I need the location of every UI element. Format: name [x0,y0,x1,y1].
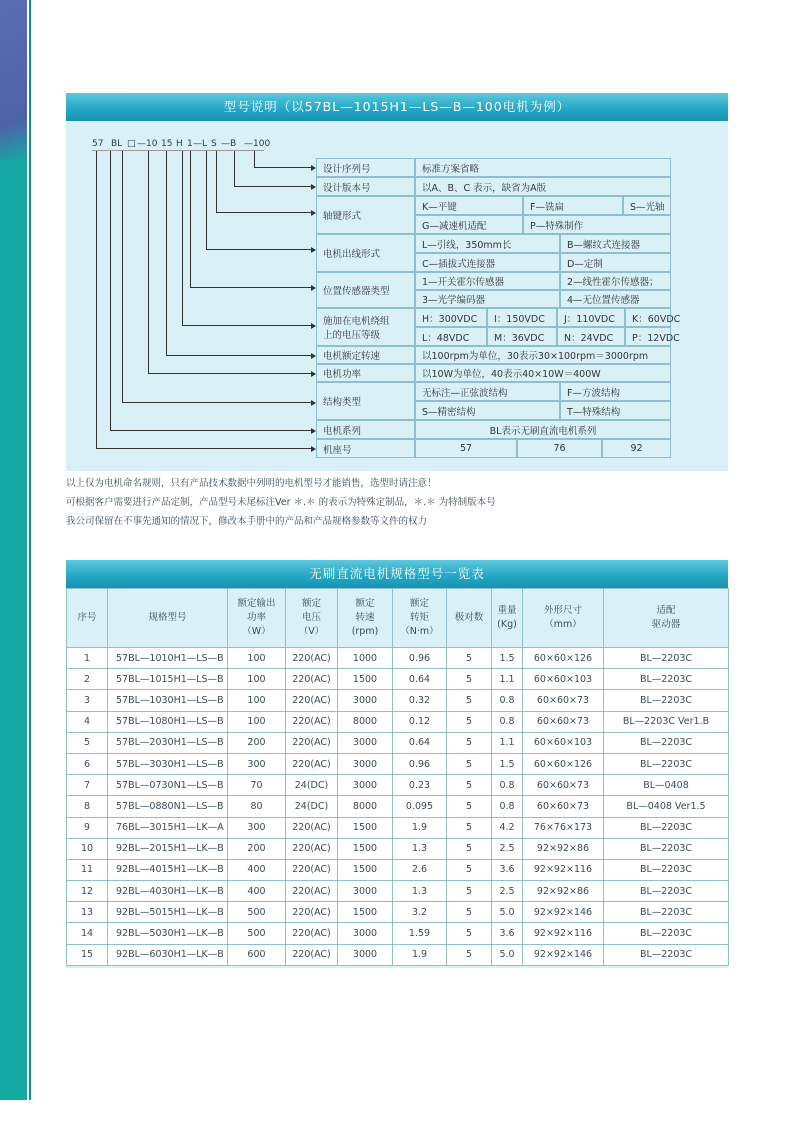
table-cell: 3.6 [492,859,523,880]
spec-label: 轴键形式 [316,196,415,234]
spec-value: 以A、B、C 表示，缺省为A版 [415,177,671,196]
spec-value: S—精密结构 [415,401,560,420]
table-header: 外形尺寸 （mm） [523,589,604,648]
table-cell: 57BL—1015H1—LS—B [108,669,228,690]
table-cell: 92×92×146 [523,902,604,923]
table-cell: 1.3 [393,838,447,859]
table-cell: BL—2203C [604,753,729,774]
table-row [67,902,729,923]
spec-value: 4—无位置传感器 [560,290,671,308]
spec-value: F—方波结构 [560,382,671,401]
table-cell: 92BL—4015H1—LK—B [108,859,228,880]
table-header: 额定 转速 (rpm) [338,589,393,648]
table-cell: 5 [447,775,492,796]
table-row [67,690,729,711]
code-segment: —B [221,139,237,149]
table-cell: 0.12 [393,711,447,732]
spec-value: T—特殊结构 [560,401,671,420]
table-header: 额定输出 功率 （W） [228,589,286,648]
table-cell: 5 [447,902,492,923]
table-cell: 220(AC) [286,902,338,923]
table-header: 额定 转矩 （N·m） [393,589,447,648]
table-cell: 60×60×73 [523,690,604,711]
table-cell: BL—2203C [604,859,729,880]
table-cell: 2 [67,669,108,690]
table-cell: 1500 [338,669,393,690]
table-cell: 300 [228,817,286,838]
table-cell: 1500 [338,902,393,923]
spec-value: 1—开关霍尔传感器 [415,272,560,290]
table-cell: 5 [447,944,492,965]
table-header: 重量 (Kg) [492,589,523,648]
note-line: 可根据客户需要进行产品定制，产品型号未尾标注Ver ＊.＊ 的表示为特殊定制品，＊.＊ 为特制版本号 [66,497,496,508]
table-cell: 3000 [338,690,393,711]
table-cell: 3000 [338,944,393,965]
table-cell: 100 [228,669,286,690]
spec-value: H：300VDC [415,308,487,327]
table-cell: 57BL—1030H1—LS—B [108,690,228,711]
table-header: 极对数 [447,589,492,648]
table-cell: 300 [228,753,286,774]
table-cell: 220(AC) [286,817,338,838]
table-cell: 57BL—2030H1—LS—B [108,732,228,753]
table-cell: 3000 [338,881,393,902]
table-cell: 100 [228,711,286,732]
spec-value: J：110VDC [557,308,625,327]
leader-line [148,373,311,374]
left-purple-accent [0,0,27,160]
table-cell: 0.64 [393,669,447,690]
table-cell: 1.5 [492,753,523,774]
code-segment: 57 [92,139,104,149]
table-cell: 220(AC) [286,690,338,711]
table-cell: 0.23 [393,775,447,796]
left-divider-line [29,0,31,1100]
model-explanation-title: 型号说明（以57BL—1015H1—LS—B—100电机为例） [66,93,728,121]
spec-value: 以100rpm为单位，30表示30×100rpm＝3000rpm [415,346,671,364]
spec-value: L：48VDC [415,327,487,346]
code-segment: H [176,139,183,149]
note-line: 我公司保留在不事先通知的情况下，修改本手册中的产品和产品规格参数等文件的权力 [66,516,428,527]
leader-line [166,355,311,356]
table-cell: 57BL—1010H1—LS—B [108,648,228,669]
table-cell: 60×60×103 [523,732,604,753]
spec-value: 以10W为单位，40表示40×10W＝400W [415,364,671,382]
table-cell: 60×60×73 [523,711,604,732]
table-cell: 10 [67,838,108,859]
table-header: 序号 [67,589,108,648]
table-cell: 100 [228,690,286,711]
leader-line [96,448,311,449]
table-cell: 4 [67,711,108,732]
table-cell: 5 [447,817,492,838]
table-cell: 60×60×73 [523,775,604,796]
table-cell: 92BL—2015H1—LK—B [108,838,228,859]
table-cell: 14 [67,923,108,944]
spec-value: D—定制 [560,253,671,272]
code-segment: —10 [137,139,158,149]
code-segment: S [211,139,217,149]
table-cell: BL—2203C [604,923,729,944]
table-cell: 60×60×103 [523,669,604,690]
table-cell: 220(AC) [286,859,338,880]
spec-label: 电机系列 [316,420,415,439]
leader-line [216,150,217,212]
leader-line [96,150,97,448]
table-cell: 3.6 [492,923,523,944]
spec-value: N：24VDC [557,327,625,346]
table-cell: 11 [67,859,108,880]
leader-line [190,287,311,288]
table-cell: 600 [228,944,286,965]
table-cell: 3000 [338,732,393,753]
spec-value: G—减速机适配 [415,215,523,234]
table-cell: 3000 [338,923,393,944]
table-cell: 5 [447,796,492,817]
spec-value: 57 [415,439,517,458]
table-cell: 70 [228,775,286,796]
table-cell: 92×92×86 [523,838,604,859]
table-row [67,859,729,880]
table-header: 规格型号 [108,589,228,648]
leader-line [206,150,207,249]
code-segment: BL [111,139,123,149]
table-cell: 1500 [338,817,393,838]
table-row [67,944,729,965]
table-cell: 7 [67,775,108,796]
table-row [67,669,729,690]
table-cell: 5 [447,753,492,774]
table-cell: 5 [447,648,492,669]
table-cell: 12 [67,881,108,902]
table-cell: 1000 [338,648,393,669]
code-segment: 1 [187,139,193,149]
table-cell: BL—2203C [604,648,729,669]
spec-label: 结构类型 [316,382,415,420]
spec-value: 3—光学编码器 [415,290,560,308]
spec-value: 92 [602,439,671,458]
spec-label: 设计版本号 [316,177,415,196]
table-cell: 220(AC) [286,923,338,944]
spec-value: P：12VDC [625,327,671,346]
table-row [67,648,729,669]
table-cell: BL—2203C [604,944,729,965]
code-segment: 15 [161,139,173,149]
table-cell: 100 [228,648,286,669]
table-row [67,775,729,796]
leader-line [206,249,311,250]
spec-value: BL表示无刷直流电机系列 [415,420,671,439]
table-cell: 57BL—3030H1—LS—B [108,753,228,774]
table-cell: BL—2203C [604,669,729,690]
leader-line [254,167,311,168]
table-row [67,817,729,838]
table-cell: 57BL—0730N1—LS—B [108,775,228,796]
spec-value: 2—线性霍尔传感器； [560,272,671,290]
table-cell: 24(DC) [286,796,338,817]
table-cell: 1.9 [393,817,447,838]
spec-label: 设计序列号 [316,158,415,177]
spec-value: L—引线，350mm长 [415,234,560,253]
spec-table [66,588,729,966]
spec-label-line: 施加在电机绕组 [323,316,390,327]
table-cell: 13 [67,902,108,923]
table-cell: 60×60×126 [523,648,604,669]
table-cell: 8000 [338,711,393,732]
table-cell: 60×60×126 [523,753,604,774]
table-row [67,732,729,753]
spec-value: K：60VDC [625,308,671,327]
table-row [67,753,729,774]
table-cell: 2.5 [492,881,523,902]
note-line: 以上仅为电机命名规则，只有产品技术数据中列明的电机型号才能销售，选型时请注意！ [66,478,437,489]
table-cell: 92×92×146 [523,944,604,965]
table-cell: 2.6 [393,859,447,880]
table-cell: 92×92×116 [523,923,604,944]
table-cell: 5 [67,732,108,753]
table-cell: 5 [447,711,492,732]
table-cell: 5 [447,859,492,880]
spec-value: 76 [517,439,602,458]
leader-line [182,150,183,325]
notes [66,474,496,531]
spec-label: 位置传感器类型 [316,272,415,308]
table-cell: 0.8 [492,796,523,817]
table-cell: 400 [228,881,286,902]
table-cell: 92×92×86 [523,881,604,902]
code-segment: —L [193,139,208,149]
spec-label: 电机出线形式 [316,234,415,272]
table-cell: 9 [67,817,108,838]
table-cell: 4.2 [492,817,523,838]
table-cell: 76×76×173 [523,817,604,838]
spec-value: I：150VDC [487,308,557,327]
spec-value: 标准方案省略 [415,158,671,177]
table-cell: 1.5 [492,648,523,669]
table-cell: BL—2203C Ver1.B [604,711,729,732]
leader-line [166,150,167,355]
leader-line [122,402,311,403]
spec-value: 无标注—正弦波结构 [415,382,560,401]
table-cell: 5.0 [492,902,523,923]
table-cell: 0.8 [492,775,523,796]
table-cell: 220(AC) [286,711,338,732]
table-cell: 0.095 [393,796,447,817]
table-cell: 1.1 [492,669,523,690]
table-cell: 5 [447,881,492,902]
table-cell: BL—2203C [604,817,729,838]
table-cell: 5 [447,690,492,711]
leader-line [148,150,149,373]
table-cell: 3000 [338,775,393,796]
table-cell: 6 [67,753,108,774]
table-cell: 1500 [338,838,393,859]
table-cell: 5.0 [492,944,523,965]
table-cell: 76BL—3015H1—LK—A [108,817,228,838]
table-cell: 92BL—5030H1—LK—B [108,923,228,944]
table-cell: 57BL—0880N1—LS—B [108,796,228,817]
table-cell: BL—2203C [604,902,729,923]
table-cell: 5 [447,838,492,859]
table-cell: 1 [67,648,108,669]
spec-value: K—平键 [415,196,523,215]
table-cell: 200 [228,838,286,859]
table-cell: 80 [228,796,286,817]
spec-value: F—铣扁 [523,196,623,215]
table-header: 额定 电压 （V） [286,589,338,648]
table-cell: 500 [228,902,286,923]
table-cell: BL—2203C [604,881,729,902]
table-cell: 5 [447,669,492,690]
table-cell: 3.2 [393,902,447,923]
table-cell: 0.64 [393,732,447,753]
table-cell: 500 [228,923,286,944]
table-cell: 92BL—6030H1—LK—B [108,944,228,965]
table-row [67,711,729,732]
left-color-bar [0,0,27,1100]
table-cell: 1.59 [393,923,447,944]
table-cell: 92BL—4030H1—LK—B [108,881,228,902]
table-cell: 3 [67,690,108,711]
table-cell: 220(AC) [286,753,338,774]
spec-table-title: 无刷直流电机规格型号一览表 [66,560,728,588]
table-cell: 220(AC) [286,881,338,902]
table-row [67,838,729,859]
code-segment: —100 [244,139,271,149]
spec-label: 电机额定转速 [316,346,415,364]
table-cell: 0.96 [393,753,447,774]
table-cell: 60×60×73 [523,796,604,817]
leader-line [234,150,235,186]
table-cell: BL—0408 Ver1.5 [604,796,729,817]
table-cell: 2.5 [492,838,523,859]
spec-label [316,308,415,346]
table-cell: 200 [228,732,286,753]
table-cell: 220(AC) [286,732,338,753]
leader-line [254,150,255,167]
table-cell: 5 [447,923,492,944]
table-row [67,881,729,902]
spec-value: B—螺纹式连接器 [560,234,671,253]
table-row [67,796,729,817]
spec-label-line: 上的电压等级 [323,330,381,341]
table-cell: 57BL—1080H1—LS—B [108,711,228,732]
spec-value: S—光轴 [623,196,671,215]
table-cell: 1.3 [393,881,447,902]
leader-line [110,150,111,430]
table-cell: 8000 [338,796,393,817]
code-underline [92,150,264,151]
table-cell: BL—0408 [604,775,729,796]
table-cell: 92BL—5015H1—LK—B [108,902,228,923]
table-cell: 1500 [338,859,393,880]
table-cell: BL—2203C [604,732,729,753]
spec-value: P—特殊制作 [523,215,671,234]
table-cell: 220(AC) [286,669,338,690]
table-cell: 0.8 [492,690,523,711]
table-cell: 3000 [338,753,393,774]
spec-label: 电机功率 [316,364,415,382]
table-cell: 15 [67,944,108,965]
spec-value: C—插拔式连接器 [415,253,560,272]
table-cell: 8 [67,796,108,817]
spec-value: M：36VDC [487,327,557,346]
table-cell: 220(AC) [286,838,338,859]
leader-line [110,430,311,431]
leader-line [122,150,123,402]
leader-line [216,212,311,213]
spec-label: 机座号 [316,439,415,458]
table-cell: 5 [447,732,492,753]
table-cell: BL—2203C [604,690,729,711]
table-cell: 220(AC) [286,648,338,669]
table-cell: 1.9 [393,944,447,965]
table-cell: 0.96 [393,648,447,669]
table-row [67,923,729,944]
leader-line [190,150,191,287]
table-cell: 92×92×116 [523,859,604,880]
table-cell: 400 [228,859,286,880]
leader-line [182,325,311,326]
code-segment: □ [127,139,136,149]
table-cell: 0.32 [393,690,447,711]
table-cell: 1.1 [492,732,523,753]
table-cell: BL—2203C [604,838,729,859]
table-cell: 24(DC) [286,775,338,796]
leader-line [234,186,311,187]
table-header: 适配 驱动器 [604,589,729,648]
table-cell: 220(AC) [286,944,338,965]
table-cell: 0.8 [492,711,523,732]
